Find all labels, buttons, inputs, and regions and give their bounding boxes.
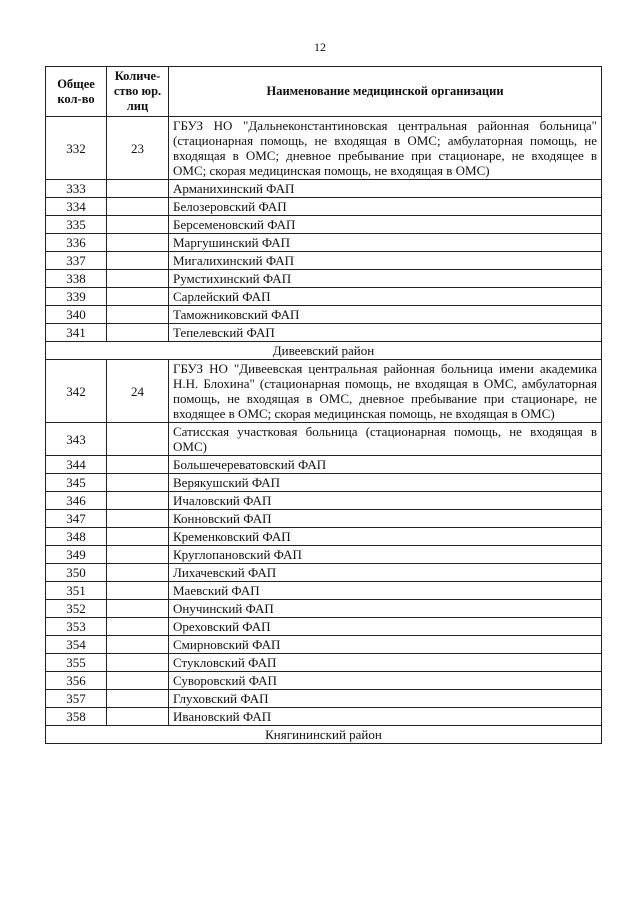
facility-name: Ореховский ФАП [169,618,602,636]
row-number: 350 [46,564,107,582]
header-org-name: Наименование медицинской организации [169,67,602,117]
row-number: 338 [46,270,107,288]
facility-name: Верякушский ФАП [169,474,602,492]
table-row [46,324,602,342]
facility-name: Таможниковский ФАП [169,306,602,324]
row-number: 346 [46,492,107,510]
header-entity-count: Количе-ство юр. лиц [107,67,169,117]
row-number: 340 [46,306,107,324]
row-number: 335 [46,216,107,234]
row-entity-count [107,288,169,306]
organization-name: ГБУЗ НО "Дивеевская центральная районная больница имени академика Н.Н. Блохина" (стационарная помощь, не входящая в ОМС, амбулаторная помощь, не входящая в ОМС, дневное пребывание при стационаре, не входящее в ОМС; скорая медицинская помощь, не входящая в ОМС) [169,360,602,423]
row-number: 342 [46,360,107,423]
table-header-row [46,67,602,117]
facility-name: Тепелевский ФАП [169,324,602,342]
district-row [46,342,602,360]
row-number: 357 [46,690,107,708]
table-row [46,618,602,636]
page-number: 12 [314,40,326,54]
row-number: 345 [46,474,107,492]
row-number: 349 [46,546,107,564]
row-entity-count [107,690,169,708]
row-entity-count [107,582,169,600]
facility-name: Круглопановский ФАП [169,546,602,564]
table-row [46,654,602,672]
row-entity-count [107,636,169,654]
row-number: 337 [46,252,107,270]
row-entity-count [107,270,169,288]
row-number: 332 [46,117,107,180]
facility-name: Маевский ФАП [169,582,602,600]
table-row [46,474,602,492]
row-entity-count [107,672,169,690]
row-entity-count: 24 [107,360,169,423]
organizations-table [45,66,602,744]
table-row [46,360,602,423]
table-row [46,636,602,654]
district-name: Дивеевский район [46,342,602,360]
table-row [46,564,602,582]
row-entity-count [107,564,169,582]
row-number: 347 [46,510,107,528]
facility-name: Большечереватовский ФАП [169,456,602,474]
row-entity-count [107,198,169,216]
row-number: 333 [46,180,107,198]
table-row [46,270,602,288]
table-row [46,198,602,216]
row-entity-count [107,423,169,456]
row-entity-count [107,492,169,510]
row-entity-count [107,324,169,342]
row-entity-count [107,456,169,474]
facility-name: Глуховский ФАП [169,690,602,708]
facility-name: Кременковский ФАП [169,528,602,546]
row-entity-count [107,654,169,672]
table-row [46,423,602,456]
facility-name: Сатисская участковая больница (стационарная помощь, не входящая в ОМС) [169,423,602,456]
row-number: 351 [46,582,107,600]
table-row [46,252,602,270]
facility-name: Румстихинский ФАП [169,270,602,288]
row-number: 353 [46,618,107,636]
row-entity-count [107,234,169,252]
facility-name: Сарлейский ФАП [169,288,602,306]
table-row [46,288,602,306]
facility-name: Лихачевский ФАП [169,564,602,582]
row-number: 348 [46,528,107,546]
row-entity-count [107,708,169,726]
district-name: Княгининский район [46,726,602,744]
table-row [46,510,602,528]
row-entity-count [107,474,169,492]
row-number: 352 [46,600,107,618]
row-entity-count [107,252,169,270]
table-row [46,216,602,234]
facility-name: Арманихинский ФАП [169,180,602,198]
row-number: 341 [46,324,107,342]
table-row [46,672,602,690]
row-number: 356 [46,672,107,690]
facility-name: Конновский ФАП [169,510,602,528]
table-row [46,492,602,510]
table-row [46,582,602,600]
row-entity-count [107,546,169,564]
table-row [46,546,602,564]
table-row [46,708,602,726]
facility-name: Ивановский ФАП [169,708,602,726]
row-number: 343 [46,423,107,456]
district-row [46,726,602,744]
table-row [46,180,602,198]
row-number: 358 [46,708,107,726]
header-total-count: Общее кол-во [46,67,107,117]
facility-name: Мигалихинский ФАП [169,252,602,270]
facility-name: Смирновский ФАП [169,636,602,654]
table-row [46,600,602,618]
table-row [46,528,602,546]
row-number: 334 [46,198,107,216]
row-entity-count [107,600,169,618]
table-row [46,306,602,324]
row-entity-count [107,618,169,636]
table-row [46,456,602,474]
table-row [46,690,602,708]
row-entity-count [107,216,169,234]
table-row [46,234,602,252]
facility-name: Ичаловский ФАП [169,492,602,510]
row-entity-count: 23 [107,117,169,180]
facility-name: Суворовский ФАП [169,672,602,690]
facility-name: Маргушинский ФАП [169,234,602,252]
row-number: 336 [46,234,107,252]
table-body [46,117,602,744]
facility-name: Берсеменовский ФАП [169,216,602,234]
row-number: 344 [46,456,107,474]
row-entity-count [107,306,169,324]
row-number: 355 [46,654,107,672]
organization-name: ГБУЗ НО "Дальнеконстантиновская центральная районная больница" (стационарная помощь, не входящая в ОМС; амбулаторная помощь, не входящая в ОМС; дневное пребывание при стационаре, не входящее в ОМС; скорая медицинская помощь, не входящая в ОМС) [169,117,602,180]
facility-name: Стукловский ФАП [169,654,602,672]
row-number: 354 [46,636,107,654]
facility-name: Белозеровский ФАП [169,198,602,216]
table-row [46,117,602,180]
facility-name: Онучинский ФАП [169,600,602,618]
row-entity-count [107,180,169,198]
row-number: 339 [46,288,107,306]
row-entity-count [107,510,169,528]
row-entity-count [107,528,169,546]
